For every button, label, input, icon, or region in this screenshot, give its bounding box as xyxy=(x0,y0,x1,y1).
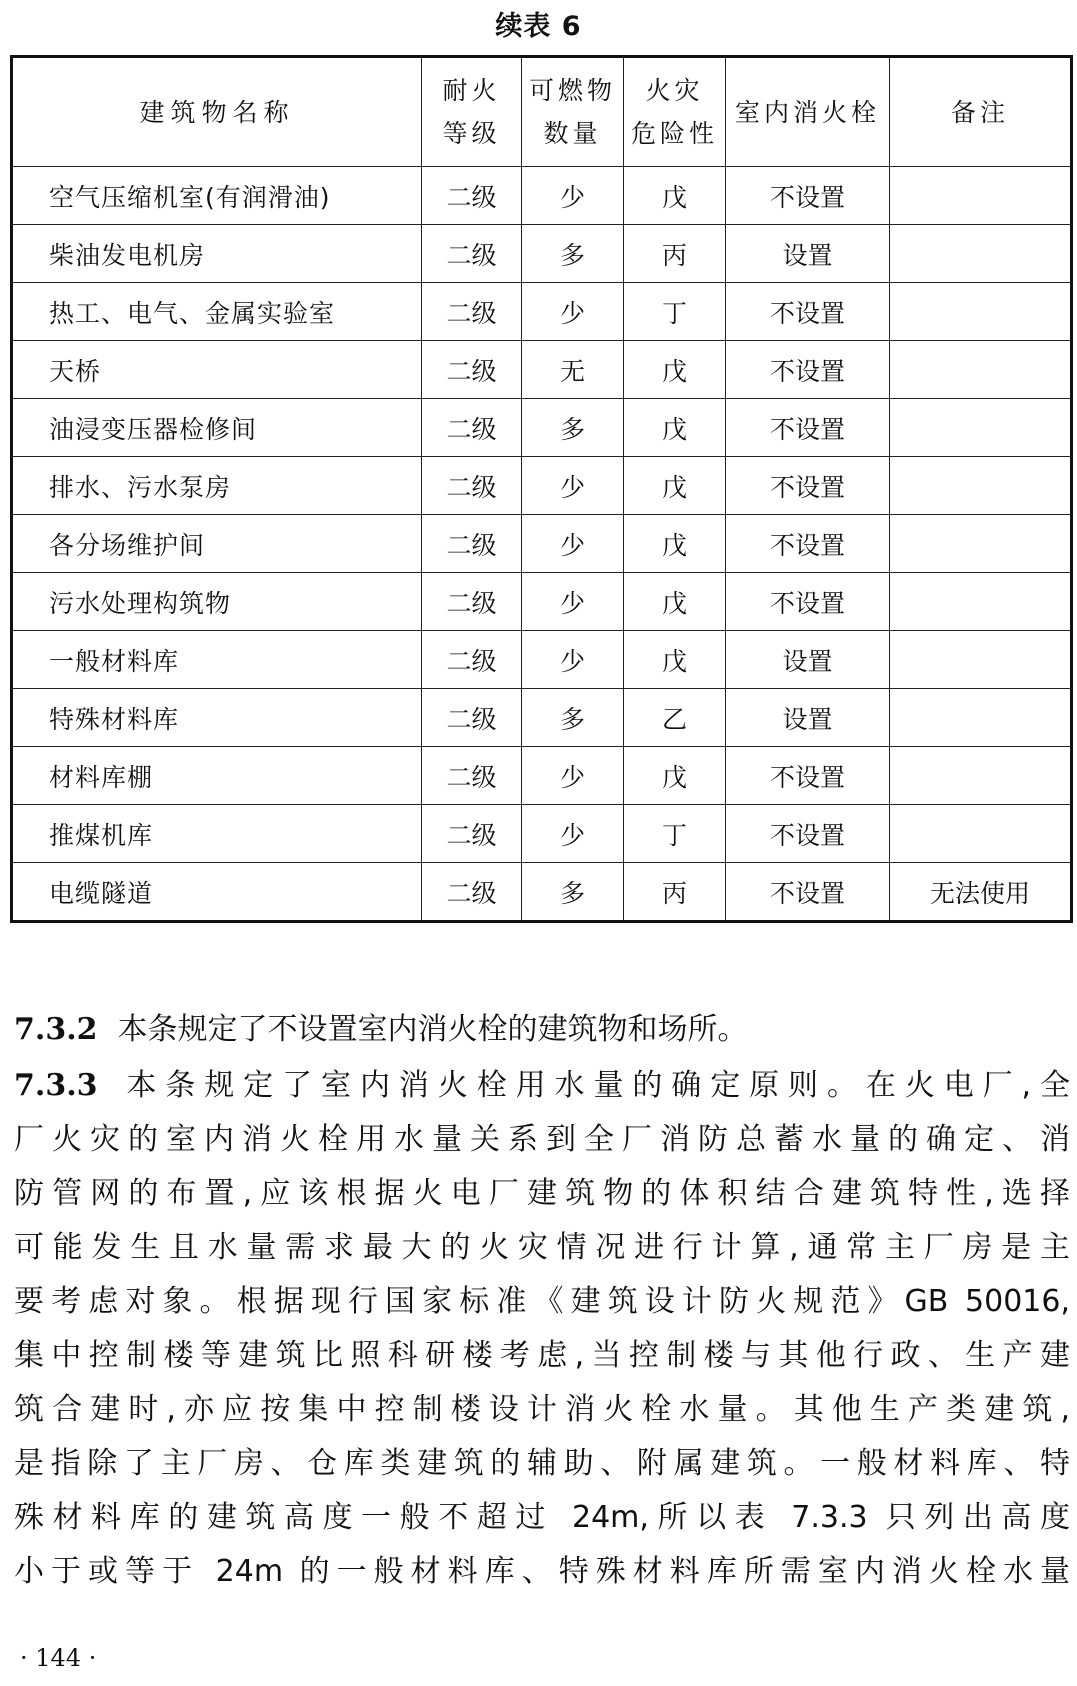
cell-indoor-hydrant: 不设置 xyxy=(726,863,890,922)
cell-fire-resistance-grade: 二级 xyxy=(422,225,522,283)
cell-combustible-amount: 少 xyxy=(522,515,624,573)
header-indoor-hydrant: 室内消火栓 xyxy=(726,57,890,167)
table-row xyxy=(12,515,1072,573)
page-number: · 144 · xyxy=(20,1644,97,1672)
cell-fire-hazard: 戊 xyxy=(624,457,726,515)
cell-remarks xyxy=(890,573,1072,631)
table-row xyxy=(12,399,1072,457)
cell-fire-hazard: 戊 xyxy=(624,341,726,399)
cell-fire-hazard: 丁 xyxy=(624,805,726,863)
cell-fire-hazard: 丙 xyxy=(624,863,726,922)
cell-fire-resistance-grade: 二级 xyxy=(422,341,522,399)
cell-fire-resistance-grade: 二级 xyxy=(422,515,522,573)
header-remarks: 备注 xyxy=(890,57,1072,167)
cell-fire-hazard: 乙 xyxy=(624,689,726,747)
section-number: 7.3.2 xyxy=(14,1012,98,1047)
cell-combustible-amount: 少 xyxy=(522,283,624,341)
cell-remarks xyxy=(890,515,1072,573)
cell-indoor-hydrant: 不设置 xyxy=(726,457,890,515)
cell-remarks: 无法使用 xyxy=(890,863,1072,922)
table-row xyxy=(12,283,1072,341)
cell-remarks xyxy=(890,631,1072,689)
cell-building-name: 热工、电气、金属实验室 xyxy=(12,283,422,341)
cell-combustible-amount: 少 xyxy=(522,457,624,515)
cell-fire-resistance-grade: 二级 xyxy=(422,283,522,341)
header-fire-hazard: 火灾 危险性 xyxy=(624,57,726,167)
cell-remarks xyxy=(890,805,1072,863)
cell-combustible-amount: 多 xyxy=(522,225,624,283)
cell-combustible-amount: 多 xyxy=(522,399,624,457)
cell-fire-hazard: 戊 xyxy=(624,747,726,805)
cell-fire-resistance-grade: 二级 xyxy=(422,457,522,515)
cell-building-name: 排水、污水泵房 xyxy=(12,457,422,515)
table-row xyxy=(12,341,1072,399)
cell-building-name: 材料库棚 xyxy=(12,747,422,805)
section-text-line: 是指除了主厂房、仓库类建筑的辅助、附属建筑。一般材料库、特 xyxy=(14,1446,1070,1481)
section-7-3-2 xyxy=(14,1003,1070,1057)
cell-remarks xyxy=(890,225,1072,283)
table-header-row xyxy=(12,57,1072,167)
table-row xyxy=(12,863,1072,922)
cell-fire-hazard: 戊 xyxy=(624,167,726,225)
cell-fire-resistance-grade: 二级 xyxy=(422,167,522,225)
section-text-line: 筑合建时,亦应按集中控制楼设计消火栓水量。其他生产类建筑, xyxy=(14,1392,1070,1427)
cell-combustible-amount: 无 xyxy=(522,341,624,399)
cell-fire-hazard: 戊 xyxy=(624,515,726,573)
cell-indoor-hydrant: 不设置 xyxy=(726,573,890,631)
header-building-name: 建筑物名称 xyxy=(12,57,422,167)
cell-combustible-amount: 多 xyxy=(522,863,624,922)
cell-indoor-hydrant: 不设置 xyxy=(726,515,890,573)
table-row xyxy=(12,689,1072,747)
section-text-line: 要考虑对象。根据现行国家标准《建筑设计防火规范》GB 50016, xyxy=(14,1284,1070,1319)
cell-building-name: 各分场维护间 xyxy=(12,515,422,573)
cell-remarks xyxy=(890,689,1072,747)
cell-indoor-hydrant: 不设置 xyxy=(726,341,890,399)
table-row xyxy=(12,457,1072,515)
cell-combustible-amount: 少 xyxy=(522,747,624,805)
cell-remarks xyxy=(890,399,1072,457)
cell-indoor-hydrant: 不设置 xyxy=(726,283,890,341)
cell-indoor-hydrant: 设置 xyxy=(726,631,890,689)
section-text-line: 小于或等于 24m 的一般材料库、特殊材料库所需室内消火栓水量 xyxy=(14,1554,1070,1589)
section-number: 7.3.3 xyxy=(14,1068,98,1103)
cell-combustible-amount: 多 xyxy=(522,689,624,747)
cell-fire-resistance-grade: 二级 xyxy=(422,689,522,747)
cell-building-name: 天桥 xyxy=(12,341,422,399)
cell-fire-resistance-grade: 二级 xyxy=(422,805,522,863)
cell-building-name: 空气压缩机室(有润滑油) xyxy=(12,167,422,225)
section-7-3-3 xyxy=(14,1059,1070,1599)
table-caption: 续表 6 xyxy=(495,11,582,42)
header-fire-resistance-grade: 耐火 等级 xyxy=(422,57,522,167)
cell-remarks xyxy=(890,747,1072,805)
cell-indoor-hydrant: 不设置 xyxy=(726,399,890,457)
cell-indoor-hydrant: 不设置 xyxy=(726,167,890,225)
section-text-line: 集中控制楼等建筑比照科研楼考虑,当控制楼与其他行政、生产建 xyxy=(14,1338,1070,1373)
table-row xyxy=(12,167,1072,225)
cell-fire-resistance-grade: 二级 xyxy=(422,747,522,805)
cell-remarks xyxy=(890,341,1072,399)
cell-remarks xyxy=(890,167,1072,225)
table-row xyxy=(12,631,1072,689)
cell-combustible-amount: 少 xyxy=(522,631,624,689)
cell-fire-hazard: 戊 xyxy=(624,399,726,457)
section-text-line: 可能发生且水量需求最大的火灾情况进行计算,通常主厂房是主 xyxy=(14,1230,1070,1265)
cell-building-name: 油浸变压器检修间 xyxy=(12,399,422,457)
cell-remarks xyxy=(890,457,1072,515)
cell-combustible-amount: 少 xyxy=(522,167,624,225)
cell-building-name: 污水处理构筑物 xyxy=(12,573,422,631)
table-row xyxy=(12,573,1072,631)
cell-remarks xyxy=(890,283,1072,341)
cell-fire-resistance-grade: 二级 xyxy=(422,631,522,689)
cell-fire-hazard: 戊 xyxy=(624,573,726,631)
cell-combustible-amount: 少 xyxy=(522,805,624,863)
cell-building-name: 柴油发电机房 xyxy=(12,225,422,283)
cell-building-name: 推煤机库 xyxy=(12,805,422,863)
table-row xyxy=(12,805,1072,863)
section-text: 本条规定了不设置室内消火栓的建筑物和场所。 xyxy=(117,1012,748,1047)
cell-fire-hazard: 丁 xyxy=(624,283,726,341)
cell-building-name: 特殊材料库 xyxy=(12,689,422,747)
cell-building-name: 电缆隧道 xyxy=(12,863,422,922)
cell-fire-resistance-grade: 二级 xyxy=(422,399,522,457)
section-text-line: 厂火灾的室内消火栓用水量关系到全厂消防总蓄水量的确定、消 xyxy=(14,1122,1070,1157)
cell-indoor-hydrant: 设置 xyxy=(726,225,890,283)
cell-fire-hazard: 戊 xyxy=(624,631,726,689)
cell-combustible-amount: 少 xyxy=(522,573,624,631)
cell-indoor-hydrant: 不设置 xyxy=(726,747,890,805)
fire-hydrant-table xyxy=(10,55,1073,923)
header-combustible-amount: 可燃物 数量 xyxy=(522,57,624,167)
section-text: 本条规定了室内消火栓用水量的确定原则。在火电厂,全 xyxy=(117,1068,1070,1103)
table-row xyxy=(12,747,1072,805)
cell-building-name: 一般材料库 xyxy=(12,631,422,689)
cell-fire-resistance-grade: 二级 xyxy=(422,863,522,922)
section-text-line: 防管网的布置,应该根据火电厂建筑物的体积结合建筑特性,选择 xyxy=(14,1176,1070,1211)
cell-indoor-hydrant: 不设置 xyxy=(726,805,890,863)
cell-fire-resistance-grade: 二级 xyxy=(422,573,522,631)
section-text-line: 殊材料库的建筑高度一般不超过 24m,所以表 7.3.3 只列出高度 xyxy=(14,1500,1070,1535)
cell-indoor-hydrant: 设置 xyxy=(726,689,890,747)
cell-fire-hazard: 丙 xyxy=(624,225,726,283)
table-row xyxy=(12,225,1072,283)
